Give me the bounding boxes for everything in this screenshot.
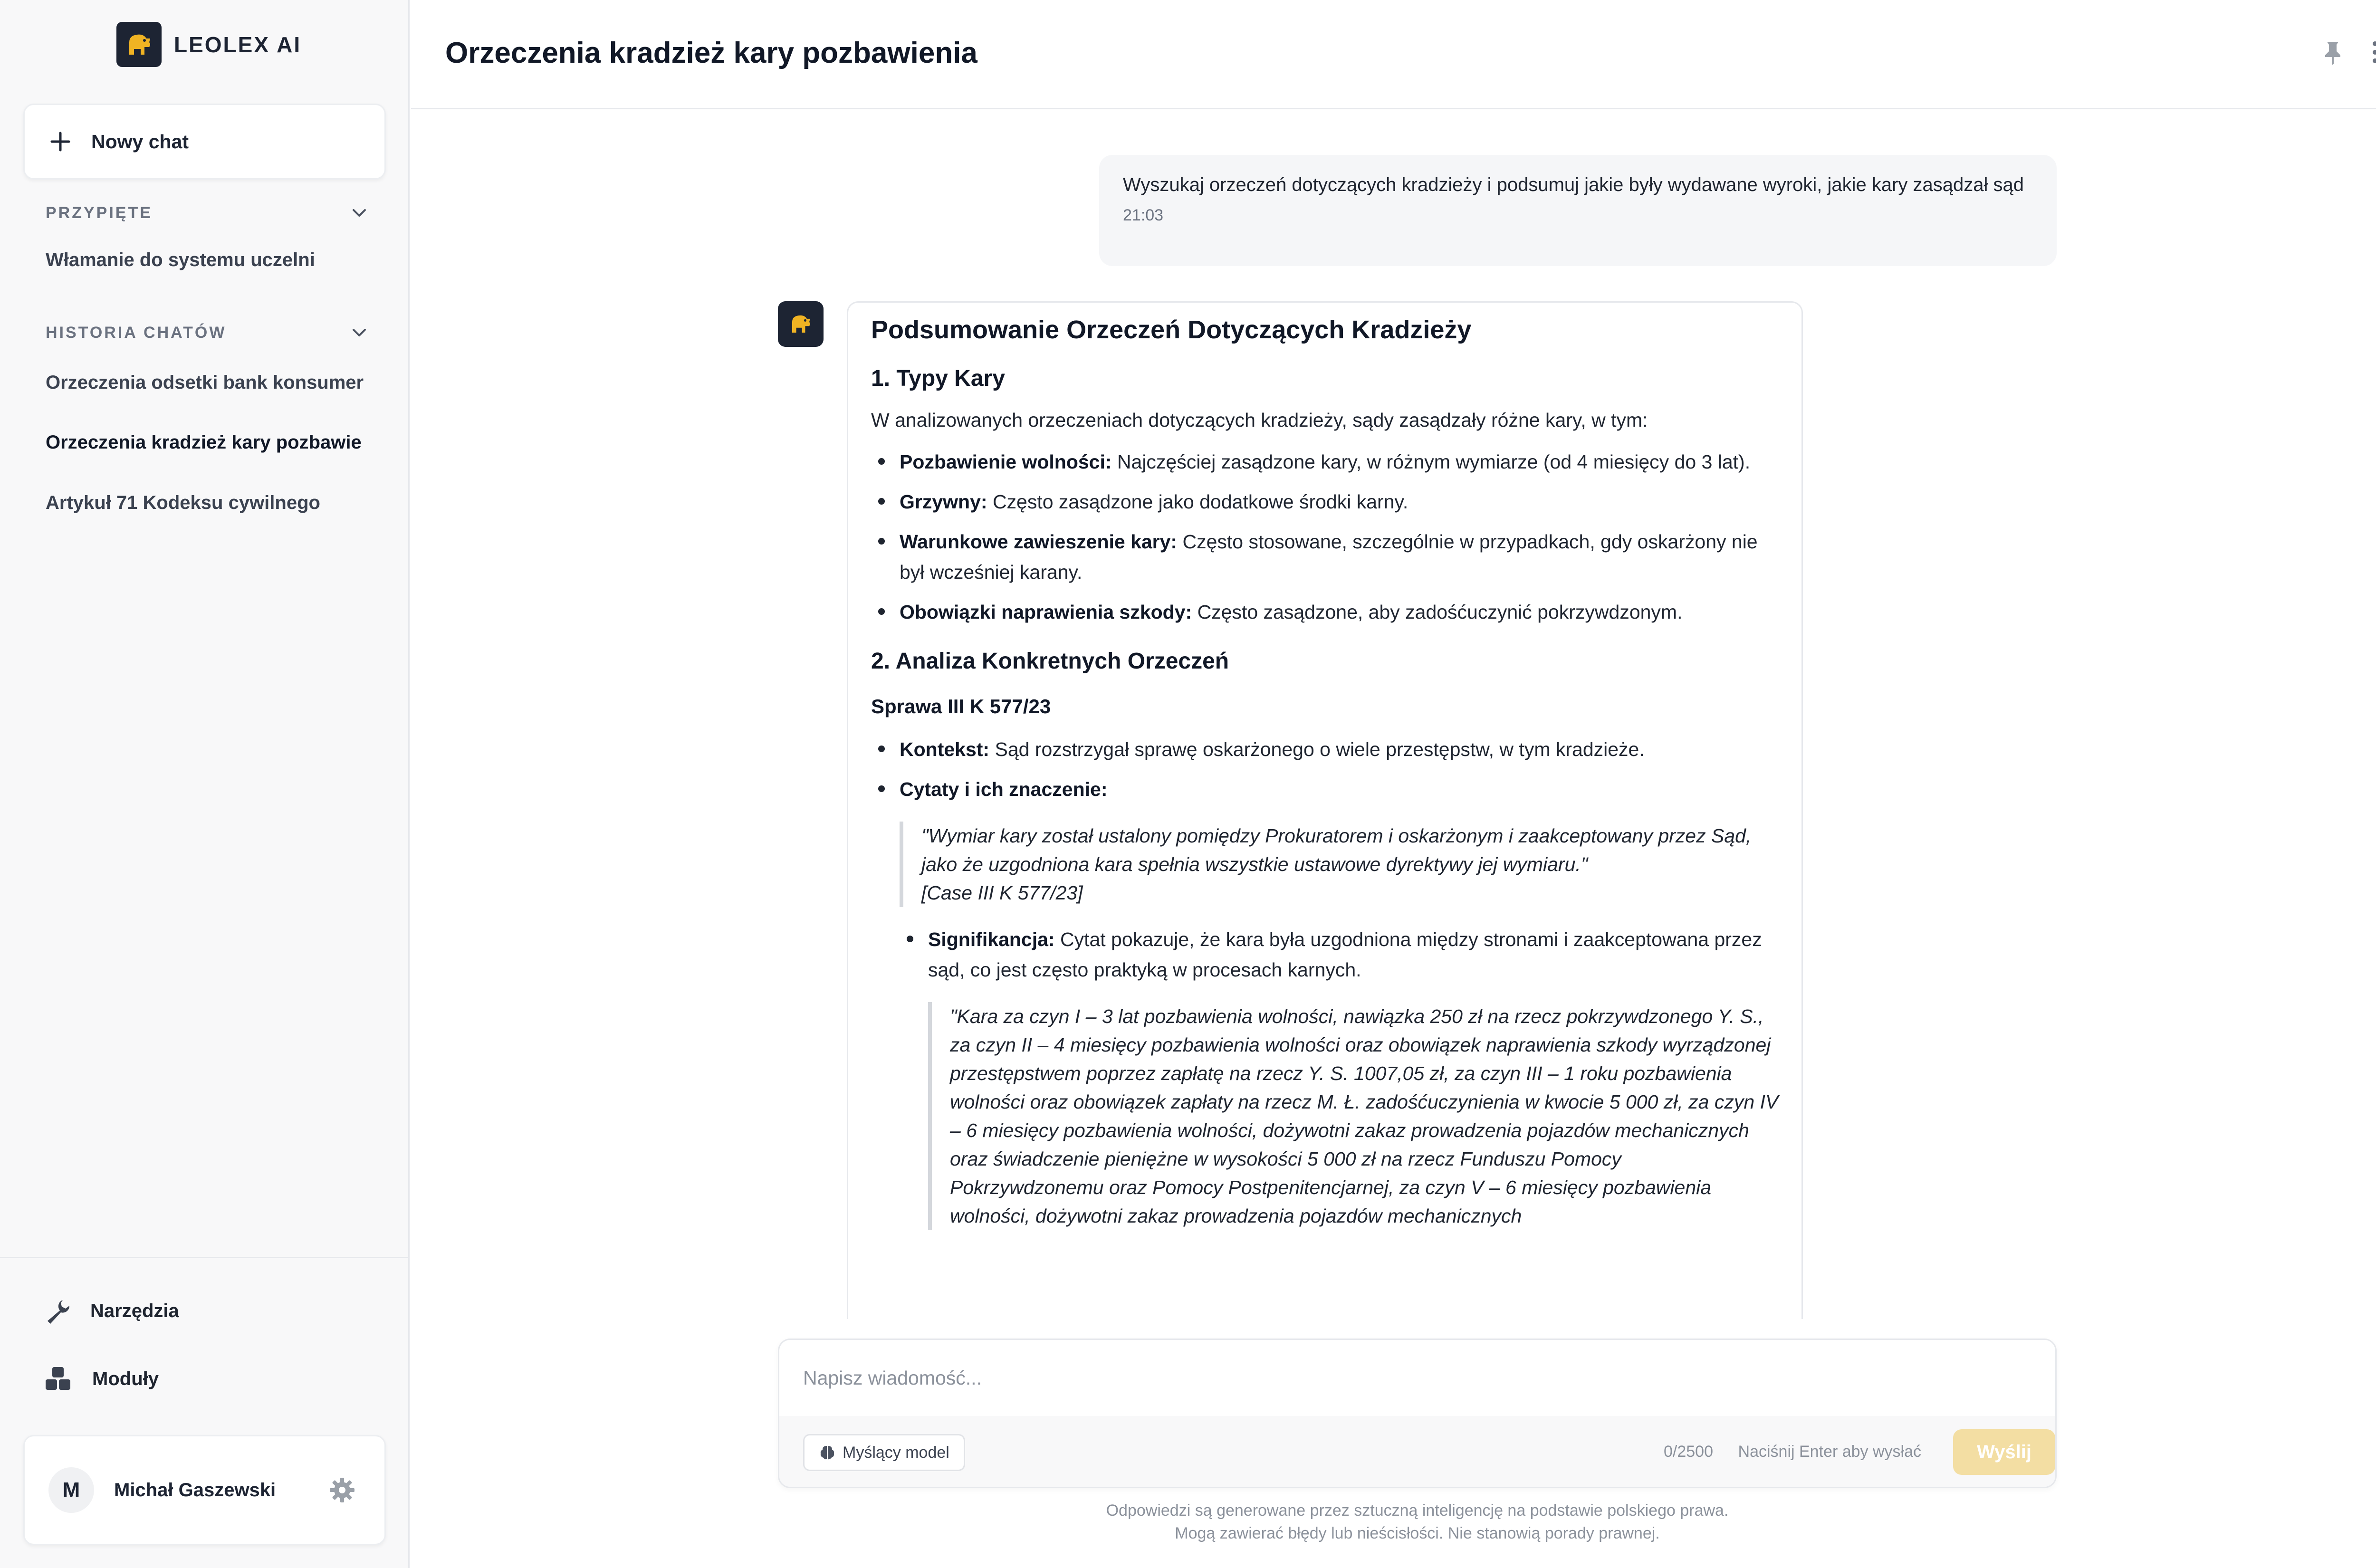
list-item xyxy=(871,447,1779,477)
tools-label: Narzędzia xyxy=(90,1300,179,1321)
new-chat-button[interactable] xyxy=(23,104,386,180)
section-heading: 2. Analiza Konkretnych Orzeczeń xyxy=(871,649,1229,674)
sidebar-item-history-kradziez[interactable]: Orzeczenia kradzież kary pozbawie xyxy=(46,432,362,453)
character-counter: 0/2500 xyxy=(1664,1443,1713,1461)
modules-nav-item[interactable] xyxy=(44,1365,159,1393)
list-item-term: Pozbawienie wolności: xyxy=(900,451,1112,473)
list-item-term: Kontekst: xyxy=(900,738,990,760)
thinking-model-label: Myślący model xyxy=(843,1443,949,1462)
user-message-timestamp: 21:03 xyxy=(1123,206,1164,224)
brand-name: LEOLEX AI xyxy=(174,32,302,57)
case-details-list xyxy=(871,734,1779,804)
user-profile-card[interactable] xyxy=(23,1435,386,1545)
send-hint: Naciśnij Enter aby wysłać xyxy=(1738,1443,1921,1461)
thinking-model-toggle[interactable] xyxy=(803,1434,965,1471)
send-button[interactable]: Wyślij xyxy=(1953,1429,2055,1475)
list-item xyxy=(871,526,1779,587)
gear-icon[interactable] xyxy=(328,1476,356,1504)
list-item-text: Cytat pokazuje, że kara była uzgodniona między stronami i zaakceptowana przez sąd, co jest często praktyką w procesach karnych. xyxy=(928,928,1762,981)
quote-reference: [Case III K 577/23] xyxy=(921,882,1083,904)
section-intro: W analizowanych orzeczeniach dotyczących kradzieży, sądy zasądzały różne kary, w tym: xyxy=(871,409,1648,431)
history-section-title: HISTORIA CHATÓW xyxy=(46,323,227,342)
list-item-text: Często stosowane, szczególnie w przypadkach, gdy oskarżony nie był wcześniej karany. xyxy=(900,531,1758,583)
list-item xyxy=(871,774,1779,804)
sidebar-divider xyxy=(0,1257,410,1258)
case-title: Sprawa III K 577/23 xyxy=(871,695,1051,717)
list-item-text: Często zasądzone, aby zadośćuczynić pokrzywdzonym. xyxy=(1192,601,1683,623)
list-item-term: Warunkowe zawieszenie kary: xyxy=(900,531,1178,553)
list-item xyxy=(871,597,1779,627)
list-item-term: Signifikancja: xyxy=(928,928,1055,950)
new-chat-label: Nowy chat xyxy=(91,130,189,153)
user-message-text: Wyszukaj orzeczeń dotyczących kradzieży i podsumuj jakie były wydawane wyroki, jakie kary zasądzał sąd xyxy=(1123,174,2024,195)
citation-quote xyxy=(900,822,1779,907)
avatar: M xyxy=(48,1467,94,1513)
pinned-section-header[interactable] xyxy=(46,203,369,222)
modules-label: Moduły xyxy=(92,1368,159,1389)
pin-icon[interactable] xyxy=(2320,39,2345,66)
assistant-avatar xyxy=(778,301,824,347)
ai-disclaimer xyxy=(778,1499,2057,1545)
chat-header xyxy=(411,0,2376,109)
list-item xyxy=(900,924,1779,985)
page-title: Orzeczenia kradzież kary pozbawienia xyxy=(445,37,977,69)
sidebar-item-pinned-wlamanie[interactable]: Włamanie do systemu uczelni xyxy=(46,249,315,270)
assistant-message-title: Podsumowanie Orzeczeń Dotyczących Kradzieży xyxy=(871,316,1472,344)
list-item xyxy=(871,734,1779,765)
list-item-term: Obowiązki naprawienia szkody: xyxy=(900,601,1192,623)
disclaimer-line: Mogą zawierać błędy lub nieścisłości. Nie stanowią porady prawnej. xyxy=(1175,1524,1660,1542)
list-item xyxy=(871,487,1779,517)
quote-text: "Wymiar kary został ustalony pomiędzy Prokuratorem i oskarżonym i zaakceptowany przez Sąd, jako że uzgodniona kara spełnia wszystkie ustawowe dyrektywy jej wymiaru." xyxy=(921,825,1752,875)
user-name: Michał Gaszewski xyxy=(114,1479,276,1501)
significance-list xyxy=(900,924,1779,985)
citation-quote xyxy=(928,1002,1779,1230)
sidebar-item-history-odsetki[interactable]: Orzeczenia odsetki bank konsumer xyxy=(46,372,364,393)
disclaimer-line: Odpowiedzi są generowane przez sztuczną inteligencję na podstawie polskiego prawa. xyxy=(1106,1501,1729,1520)
list-item-term: Cytaty i ich znaczenie: xyxy=(900,778,1108,800)
chevron-down-icon[interactable] xyxy=(350,203,369,222)
brand[interactable] xyxy=(116,22,301,67)
tools-nav-item[interactable] xyxy=(44,1297,179,1325)
list-item-text: Sąd rozstrzygał sprawę oskarżonego o wiele przestępstw, w tym kradzieże. xyxy=(989,738,1645,760)
sidebar-item-history-artykul71[interactable]: Artykuł 71 Kodeksu cywilnego xyxy=(46,492,320,513)
user-message-bubble xyxy=(1099,155,2057,266)
sidebar xyxy=(0,0,410,1568)
list-item-text: Często zasądzone jako dodatkowe środki karny. xyxy=(987,491,1408,513)
message-input[interactable] xyxy=(779,1340,2055,1416)
penalty-types-list xyxy=(871,447,1779,627)
section-heading: 1. Typy Kary xyxy=(871,366,1005,391)
plus-icon xyxy=(49,131,71,153)
lion-logo-icon xyxy=(116,22,162,67)
chevron-down-icon[interactable] xyxy=(350,323,369,342)
quote-text: "Kara za czyn I – 3 lat pozbawienia wolności, nawiązka 250 zł na rzecz pokrzywdzonego Y. S., za czyn II – 4 miesięcy pozbawienia wolności oraz obowiązek naprawienia szkody wyrządzonej przestępstwem poprzez zapłatę na rzecz Y. S. 1007,05 zł, za czyn III – 1 roku pozbawienia wolności oraz obowiązek zapłaty na rzecz M. Ł. zadośćuczynienia w kwocie 5 000 zł, za czyn IV – 6 miesięcy pozbawienia wolności, dożywotni zakaz prowadzenia pojazdów mechanicznych oraz świadczenie pieniężne w wysokości 5 000 zł na rzecz Funduszu Pomocy Pokrzywdzonemu oraz Pomocy Postpenitencjarnej, za czyn V – 6 miesięcy pozbawienia wolności, dożywotni zakaz prowadzenia pojazdów mechanicznych xyxy=(950,1005,1779,1227)
list-item-text: Najczęściej zasądzone kary, w różnym wymiarze (od 4 miesięcy do 3 lat). xyxy=(1111,451,1751,473)
more-options-icon[interactable] xyxy=(2370,39,2376,66)
brain-icon xyxy=(819,1444,836,1461)
cubes-icon xyxy=(44,1365,73,1393)
list-item-term: Grzywny: xyxy=(900,491,987,513)
composer-toolbar xyxy=(779,1416,2055,1488)
message-composer xyxy=(778,1339,2057,1488)
assistant-message-card xyxy=(847,301,1803,1319)
lion-logo-icon xyxy=(786,310,815,338)
history-section-header[interactable] xyxy=(46,323,369,342)
wrench-icon xyxy=(44,1297,71,1325)
pinned-section-title: PRZYPIĘTE xyxy=(46,203,153,222)
